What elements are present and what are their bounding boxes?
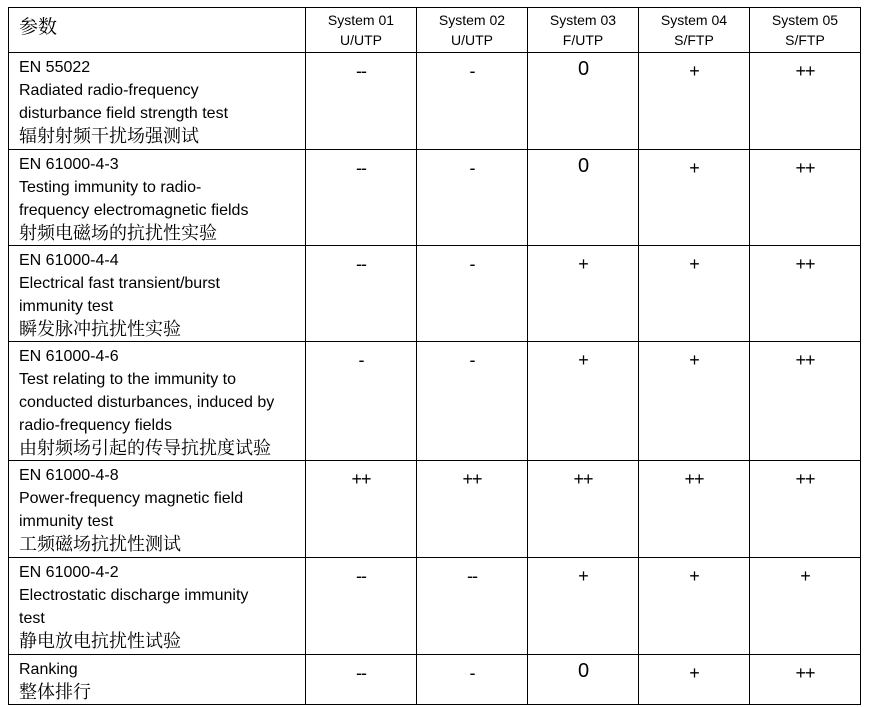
chinese-description: 辐射射频干扰场强测试	[19, 126, 199, 146]
test-description-line: Test relating to the immunity to	[19, 371, 236, 388]
rating-cell: 0	[528, 53, 639, 150]
table-row	[9, 655, 861, 705]
test-description-line: Radiated radio-frequency	[19, 82, 199, 99]
rating-cell: +	[528, 342, 639, 461]
test-description-line: test	[19, 610, 45, 627]
system-type: U/UTP	[451, 32, 493, 48]
param-cell	[9, 53, 306, 150]
standard-code: EN 61000-4-4	[19, 252, 119, 269]
table-row	[9, 461, 861, 558]
rating-cell: ++	[750, 461, 861, 558]
table-header-row	[9, 8, 861, 53]
rating-cell: --	[306, 53, 417, 150]
rating-cell: -	[417, 150, 528, 246]
param-cell	[9, 558, 306, 655]
test-description-line: frequency electromagnetic fields	[19, 202, 249, 219]
rating-cell: -	[417, 342, 528, 461]
rating-cell: ++	[750, 342, 861, 461]
test-description-line: Testing immunity to radio-	[19, 179, 202, 196]
system-name: System 02	[438, 12, 506, 28]
system-header	[306, 8, 417, 53]
system-name: System 04	[660, 12, 728, 28]
chinese-description: 整体排行	[19, 682, 91, 702]
rating-cell: +	[639, 342, 750, 461]
system-name: System 01	[327, 12, 395, 28]
rating-cell: +	[528, 246, 639, 342]
table-row	[9, 558, 861, 655]
rating-cell: ++	[639, 461, 750, 558]
chinese-description: 工频磁场抗扰性测试	[19, 534, 181, 554]
rating-cell: -	[417, 53, 528, 150]
system-name: System 05	[771, 12, 839, 28]
rating-cell: +	[639, 246, 750, 342]
test-description-line: immunity test	[19, 298, 114, 315]
test-description-line: Electrical fast transient/burst	[19, 275, 220, 292]
rating-cell: ++	[750, 53, 861, 150]
rating-cell: ++	[417, 461, 528, 558]
test-description-line: Electrostatic discharge immunity	[19, 587, 249, 604]
system-type: F/UTP	[562, 32, 604, 48]
rating-cell: -	[306, 342, 417, 461]
rating-cell: +	[528, 558, 639, 655]
rating-cell: +	[639, 53, 750, 150]
rating-cell: ++	[750, 150, 861, 246]
param-header: 参数	[9, 8, 306, 53]
standard-code: Ranking	[19, 661, 78, 678]
standard-code: EN 61000-4-8	[19, 467, 119, 484]
rating-cell: --	[306, 655, 417, 705]
table-row	[9, 342, 861, 461]
rating-cell: ++	[750, 246, 861, 342]
test-description-line: Power-frequency magnetic field	[19, 490, 244, 507]
test-description-line: radio-frequency fields	[19, 417, 172, 434]
rating-cell: --	[306, 558, 417, 655]
rating-cell: ++	[528, 461, 639, 558]
chinese-description: 由射频场引起的传导抗扰度试验	[19, 438, 271, 458]
rating-cell: ++	[750, 655, 861, 705]
rating-cell: 0	[528, 655, 639, 705]
table-row	[9, 150, 861, 246]
comparison-table-wrapper	[8, 7, 861, 705]
system-name: System 03	[549, 12, 617, 28]
standard-code: EN 61000-4-2	[19, 564, 119, 581]
test-description-line: immunity test	[19, 513, 114, 530]
system-header	[528, 8, 639, 53]
rating-cell: -	[417, 246, 528, 342]
rating-cell: +	[750, 558, 861, 655]
param-cell	[9, 655, 306, 705]
rating-cell: --	[417, 558, 528, 655]
param-cell	[9, 342, 306, 461]
standard-code: EN 61000-4-6	[19, 348, 119, 365]
test-description-line: disturbance field strength test	[19, 105, 229, 122]
table-row	[9, 53, 861, 150]
rating-cell: 0	[528, 150, 639, 246]
system-type: S/FTP	[785, 32, 825, 48]
rating-cell: -	[417, 655, 528, 705]
system-type: S/FTP	[674, 32, 714, 48]
comparison-table	[8, 7, 861, 705]
standard-code: EN 61000-4-3	[19, 156, 119, 173]
rating-cell: --	[306, 150, 417, 246]
table-body	[9, 53, 861, 705]
rating-cell: --	[306, 246, 417, 342]
system-header	[750, 8, 861, 53]
chinese-description: 静电放电抗扰性试验	[19, 631, 181, 651]
system-header	[639, 8, 750, 53]
param-cell	[9, 246, 306, 342]
param-cell	[9, 150, 306, 246]
test-description-line: conducted disturbances, induced by	[19, 394, 275, 411]
rating-cell: ++	[306, 461, 417, 558]
rating-cell: +	[639, 558, 750, 655]
chinese-description: 射频电磁场的抗扰性实验	[19, 223, 217, 243]
standard-code: EN 55022	[19, 59, 91, 76]
system-type: U/UTP	[340, 32, 382, 48]
param-cell	[9, 461, 306, 558]
chinese-description: 瞬发脉冲抗扰性实验	[19, 319, 181, 339]
rating-cell: +	[639, 655, 750, 705]
system-header	[417, 8, 528, 53]
rating-cell: +	[639, 150, 750, 246]
table-row	[9, 246, 861, 342]
